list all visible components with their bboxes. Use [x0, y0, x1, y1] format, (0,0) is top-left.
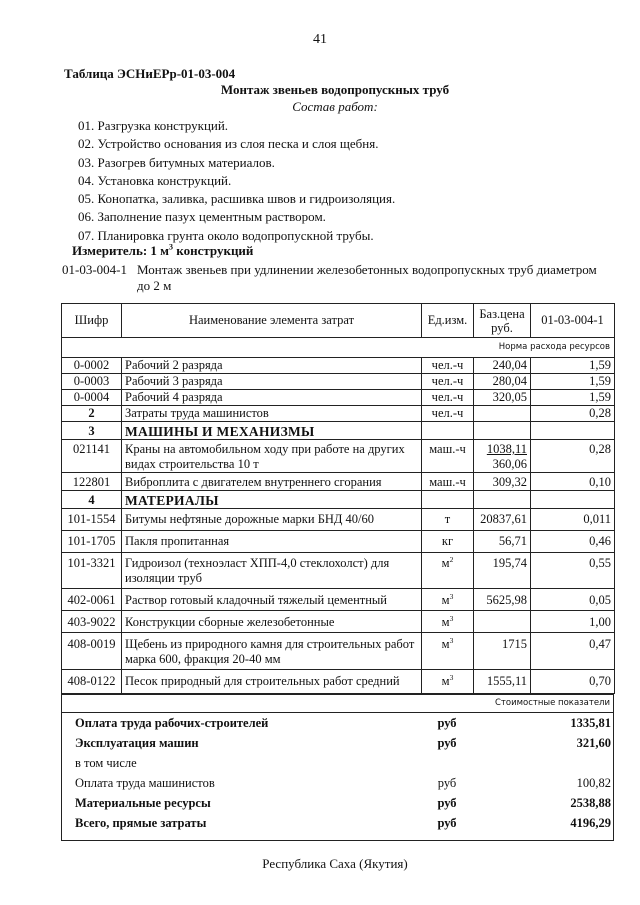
cell-code: 0-0002 [62, 358, 122, 374]
cell-unit: $м^3$ [422, 589, 474, 611]
cost-value [530, 753, 614, 773]
cell-name: Затраты труда машинистов [122, 406, 422, 422]
cost-row [61, 753, 614, 773]
cell-norm: 0,10 [531, 473, 615, 491]
table-row [62, 440, 615, 473]
cost-row [61, 813, 614, 833]
price-value-secondary: 360,06 [492, 457, 527, 471]
measure-unit: Измеритель: 1 $м^3$ конструкций [72, 242, 254, 258]
cell-code: 122801 [62, 473, 122, 491]
cell-norm: 0,55 [531, 553, 615, 589]
cell-code: 403-9022 [62, 611, 122, 633]
table-header-row [62, 304, 615, 338]
resource-table [61, 303, 615, 694]
cell-unit: маш.-ч [422, 473, 474, 491]
cell-code: 101-3321 [62, 553, 122, 589]
cell-name: Рабочий 4 разряда [122, 390, 422, 406]
cell-name: Конструкции сборные железобетонные [122, 611, 422, 633]
cell-price: 1715 [474, 633, 531, 670]
cost-value: 321,60 [576, 736, 612, 750]
table-row [62, 509, 615, 531]
cell-unit: т [422, 509, 474, 531]
cell-price: 5625,98 [474, 589, 531, 611]
document-title: Монтаж звеньев водопропускных труб [220, 82, 450, 97]
table-row [62, 633, 615, 670]
cell-price: 240,04 [474, 358, 531, 374]
table-row [62, 374, 615, 390]
cell-code: 0-0003 [62, 374, 122, 390]
cell-norm: 0,47 [531, 633, 615, 670]
cost-value: 2538,88 [570, 796, 612, 810]
cost-unit: руб [437, 816, 457, 830]
cost-unit: руб [437, 796, 457, 810]
header-unit: Ед.изм. [422, 304, 474, 338]
header-price: Баз.цена руб. [474, 304, 531, 338]
cost-label: Всего, прямые затраты [75, 816, 207, 830]
cell-norm: 0,28 [531, 440, 615, 473]
cost-label: Оплата труда машинистов [75, 776, 215, 790]
price-value: 1038,11 [486, 442, 527, 456]
cell-code: 101-1554 [62, 509, 122, 531]
cell-unit: $м^3$ [422, 670, 474, 694]
cell-unit: $м^3$ [422, 611, 474, 633]
cost-unit: руб [437, 716, 457, 730]
cost-label: Эксплуатация машин [75, 736, 199, 750]
cost-label: в том числе [75, 756, 137, 770]
cell-name: Пакля пропитанная [122, 531, 422, 553]
cell-unit: чел.-ч [422, 406, 474, 422]
cost-row [61, 733, 614, 753]
table-row [62, 358, 615, 374]
table-row [62, 406, 615, 422]
cell-norm: 0,011 [531, 509, 615, 531]
header-name: Наименование элемента затрат [122, 304, 422, 338]
cell-name: Раствор готовый кладочный тяжелый цементный [122, 589, 422, 611]
cost-unit: руб [437, 736, 457, 750]
work-step: 07. Планировка грунта около водопропускной трубы. [78, 227, 374, 243]
cell-code: 101-1705 [62, 531, 122, 553]
work-step: 04. Установка конструкций. [78, 172, 232, 188]
cell-norm: 0,70 [531, 670, 615, 694]
cell-price: 56,71 [474, 531, 531, 553]
cell-name: Гидроизол (техноэласт ХПП-4,0 стеклохолст) для изоляции труб [122, 553, 422, 589]
cell-code: 408-0019 [62, 633, 122, 670]
cell-unit: маш.-ч [422, 440, 474, 473]
cell-price: 280,04 [474, 374, 531, 390]
section-code: 4 [62, 491, 122, 509]
table-row [62, 611, 615, 633]
work-description: Монтаж звеньев при удлинении железобетонных водопропускных труб диаметром до 2 м [137, 262, 597, 293]
cell-norm: 1,59 [531, 374, 615, 390]
cell-price: 1555,11 [474, 670, 531, 694]
cost-label: Оплата труда рабочих-строителей [75, 716, 269, 730]
cell-norm: 1,59 [531, 390, 615, 406]
section-row [62, 491, 615, 509]
cell-code: 0-0004 [62, 390, 122, 406]
cell-unit: кг [422, 531, 474, 553]
cost-caption: Стоимостные показатели [495, 698, 611, 708]
work-step: 06. Заполнение пазух цементным раствором. [78, 209, 326, 225]
cell-norm: 0,46 [531, 531, 615, 553]
cell-code: 408-0122 [62, 670, 122, 694]
cost-unit [421, 753, 473, 773]
work-composition-heading: Состав работ: [292, 99, 378, 114]
cost-value: 1335,81 [570, 716, 612, 730]
section-row [62, 422, 615, 440]
cost-row [61, 773, 614, 793]
cell-unit: $м^3$ [422, 633, 474, 670]
section-title: МАТЕРИАЛЫ [122, 491, 422, 509]
cost-caption-row [61, 694, 614, 713]
cell-price: 320,05 [474, 390, 531, 406]
cost-unit: руб [437, 776, 457, 790]
cell-unit: $м^2$ [422, 553, 474, 589]
section-title: МАШИНЫ И МЕХАНИЗМЫ [122, 422, 422, 440]
work-code-line [62, 262, 597, 294]
cell-unit: чел.-ч [422, 390, 474, 406]
header-norm: 01-03-004-1 [531, 304, 615, 338]
cell-name: Рабочий 3 разряда [122, 374, 422, 390]
header-code: Шифр [62, 304, 122, 338]
work-steps-list [78, 117, 395, 245]
table-row [62, 390, 615, 406]
cell-price [474, 406, 531, 422]
cell-name: Битумы нефтяные дорожные марки БНД 40/60 [122, 509, 422, 531]
cell-name: Щебень из природного камня для строительных работ марка 600, фракция 20-40 мм [122, 633, 422, 670]
cost-row [61, 713, 614, 734]
cell-name: Рабочий 2 разряда [122, 358, 422, 374]
cost-table [61, 694, 614, 833]
table-code: Таблица ЭСНиЕРр-01-03-004 [64, 66, 236, 81]
work-step: 01. Разгрузка конструкций. [78, 118, 229, 133]
cell-unit: чел.-ч [422, 374, 474, 390]
work-code: 01-03-004-1 [62, 262, 127, 277]
cell-unit: чел.-ч [422, 358, 474, 374]
cell-norm: 0,28 [531, 406, 615, 422]
cell-price: 309,32 [474, 473, 531, 491]
norm-caption-row [62, 338, 615, 358]
norm-caption: Норма расхода ресурсов [62, 338, 615, 358]
cost-row [61, 793, 614, 813]
cell-name: Виброплита с двигателем внутреннего сгорания [122, 473, 422, 491]
cell-code: 2 [62, 406, 122, 422]
table-row [62, 589, 615, 611]
cost-value: 4196,29 [570, 816, 612, 830]
cell-price [474, 611, 531, 633]
page-number: 41 [313, 32, 327, 47]
cell-price: 195,74 [474, 553, 531, 589]
work-step: 03. Разогрев битумных материалов. [78, 154, 275, 170]
table-row [62, 531, 615, 553]
table-row [62, 670, 615, 694]
work-step: 05. Конопатка, заливка, расшивка швов и гидроизоляция. [78, 191, 396, 207]
cost-label: Материальные ресурсы [75, 796, 211, 810]
section-code: 3 [62, 422, 122, 440]
cell-name: Краны на автомобильном ходу при работе на других видах строительства 10 т [122, 440, 422, 473]
work-step: 02. Устройство основания из слоя песка и слоя щебня. [78, 136, 379, 152]
cell-norm: 1,59 [531, 358, 615, 374]
page-footer: Республика Саха (Якутия) [262, 856, 408, 871]
cell-code: 402-0061 [62, 589, 122, 611]
table-row [62, 553, 615, 589]
table-row [62, 473, 615, 491]
cell-code: 021141 [62, 440, 122, 473]
cell-name: Песок природный для строительных работ средний [122, 670, 422, 694]
cost-value: 100,82 [576, 776, 612, 790]
cell-price: 20837,61 [474, 509, 531, 531]
cell-norm: 0,05 [531, 589, 615, 611]
cell-norm: 1,00 [531, 611, 615, 633]
cell-price [474, 440, 531, 473]
